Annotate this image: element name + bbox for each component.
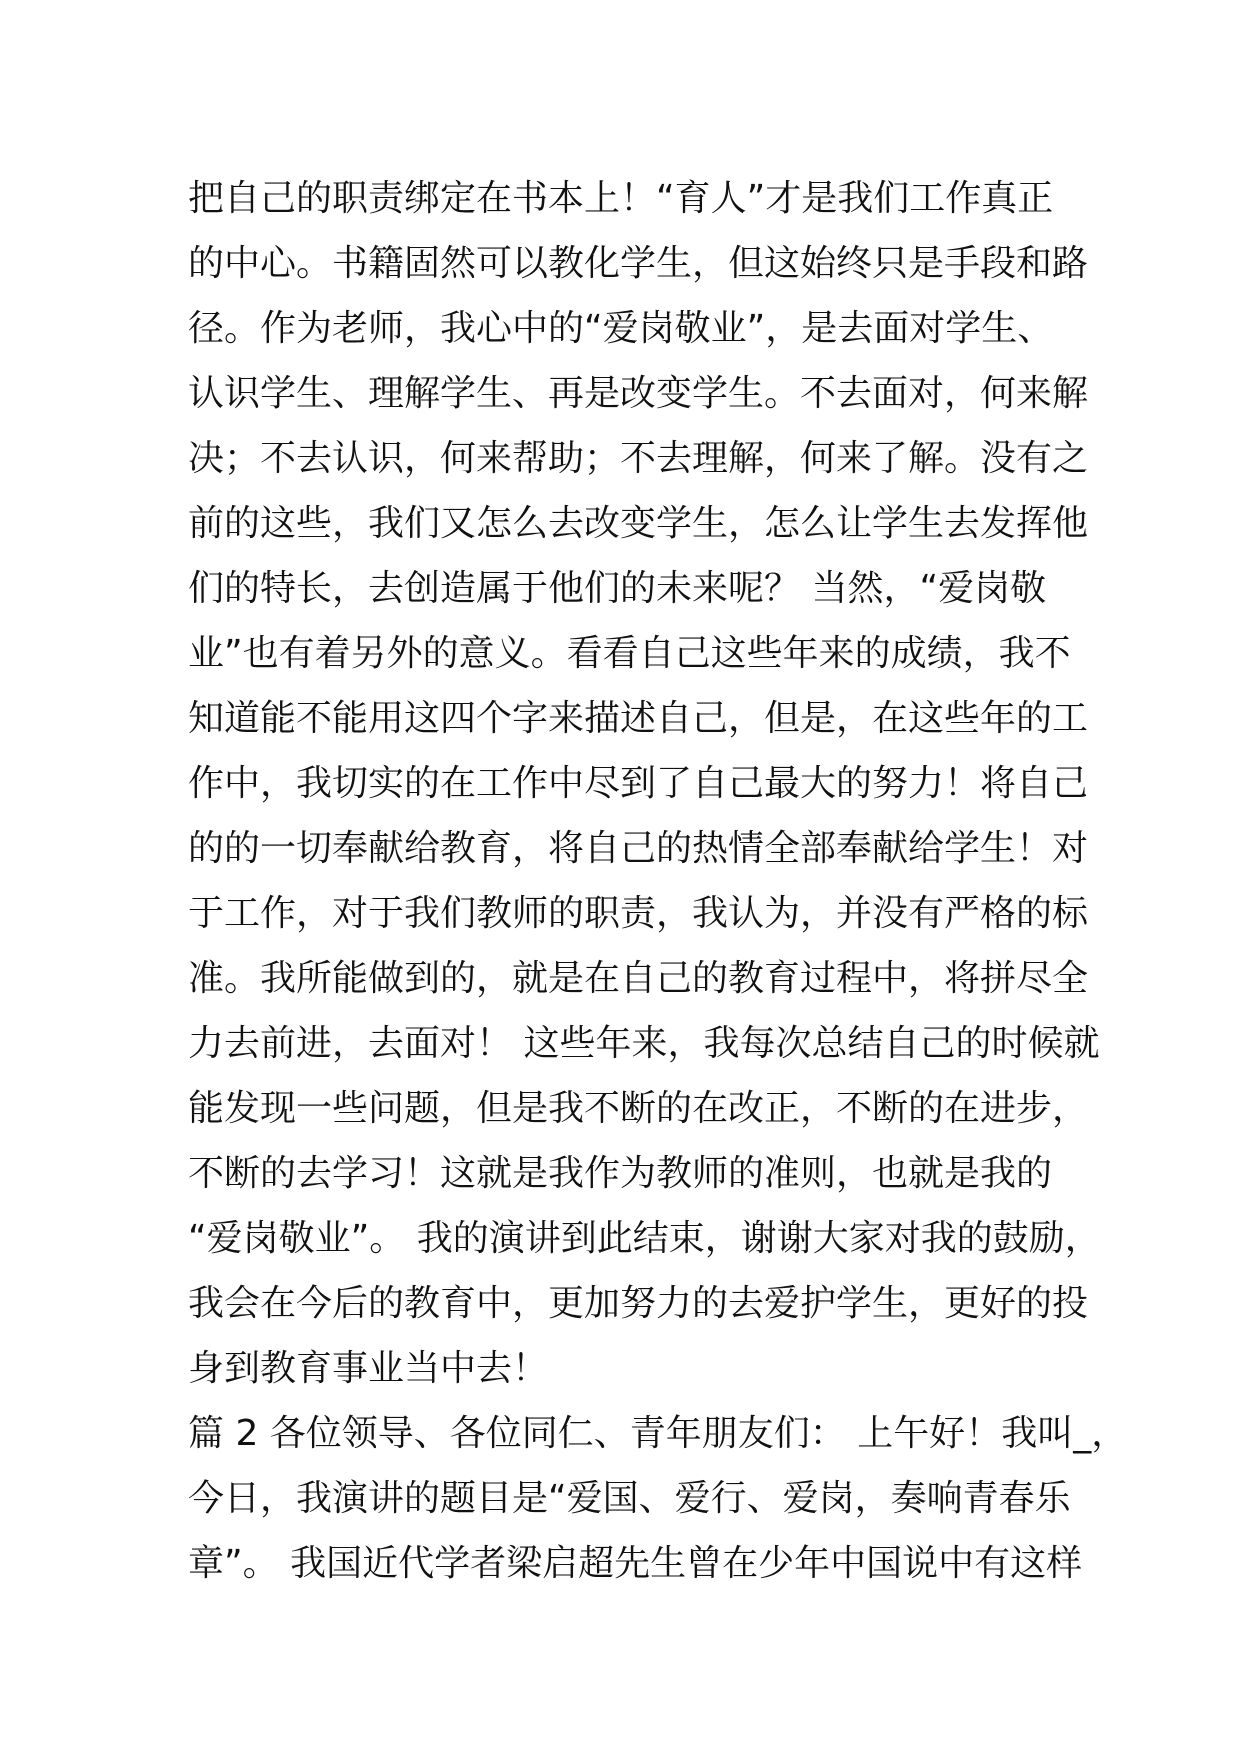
text-line-3: 径。作为老师，我心中的“爱岗敬业”，是去面对学生、 [188, 308, 1054, 349]
text-line-12: 于工作，对于我们教师的职责，我认为，并没有严格的标 [188, 893, 1089, 934]
text-line-13: 准。我所能做到的，就是在自己的教育过程中，将拼尽全 [188, 958, 1089, 999]
text-line-10: 作中，我切实的在工作中尽到了自己最大的努力！将自己 [188, 763, 1089, 804]
text-line-21: 今日，我演讲的题目是“爱国、爱行、爱岗，奏响青春乐 [188, 1478, 1071, 1519]
text-line-14: 力去前进，去面对！ 这些年来，我每次总结自己的时候就 [188, 1023, 1100, 1064]
text-line-22: 章”。 我国近代学者梁启超先生曾在少年中国说中有这样 [188, 1543, 1083, 1584]
text-line-1: 把自己的职责绑定在书本上！“育人”才是我们工作真正 [188, 178, 1054, 219]
text-line-15: 能发现一些问题，但是我不断的在改正，不断的在进步， [188, 1088, 1089, 1129]
text-line-17: “爱岗敬业”。 我的演讲到此结束，谢谢大家对我的鼓励， [188, 1218, 1101, 1259]
text-line-4: 认识学生、理解学生、再是改变学生。不去面对，何来解 [188, 373, 1089, 414]
text-line-9: 知道能不能用这四个字来描述自己，但是，在这些年的工 [188, 698, 1089, 739]
text-line-7: 们的特长，去创造属于他们的未来呢？ 当然，“爱岗敬 [188, 568, 1047, 609]
text-line-2: 的中心。书籍固然可以教化学生，但这始终只是手段和路 [188, 243, 1089, 284]
text-line-5: 决；不去认识，何来帮助；不去理解，何来了解。没有之 [188, 438, 1089, 479]
text-line-16: 不断的去学习！这就是我作为教师的准则，也就是我的 [188, 1153, 1053, 1194]
text-line-18: 我会在今后的教育中，更加努力的去爱护学生，更好的投 [188, 1283, 1089, 1324]
text-line-6: 前的这些，我们又怎么去改变学生，怎么让学生去发挥他 [188, 503, 1089, 544]
body-text [188, 166, 1128, 1596]
text-line-19: 身到教育事业当中去！ [188, 1348, 549, 1389]
section-2-heading-line: 篇 2 各位领导、各位同仁、青年朋友们： 上午好！我叫_， [188, 1413, 1128, 1454]
text-line-11: 的的一切奉献给教育，将自己的热情全部奉献给学生！对 [188, 828, 1089, 869]
text-line-8: 业”也有着另外的意义。看看自己这些年来的成绩，我不 [188, 633, 1071, 674]
